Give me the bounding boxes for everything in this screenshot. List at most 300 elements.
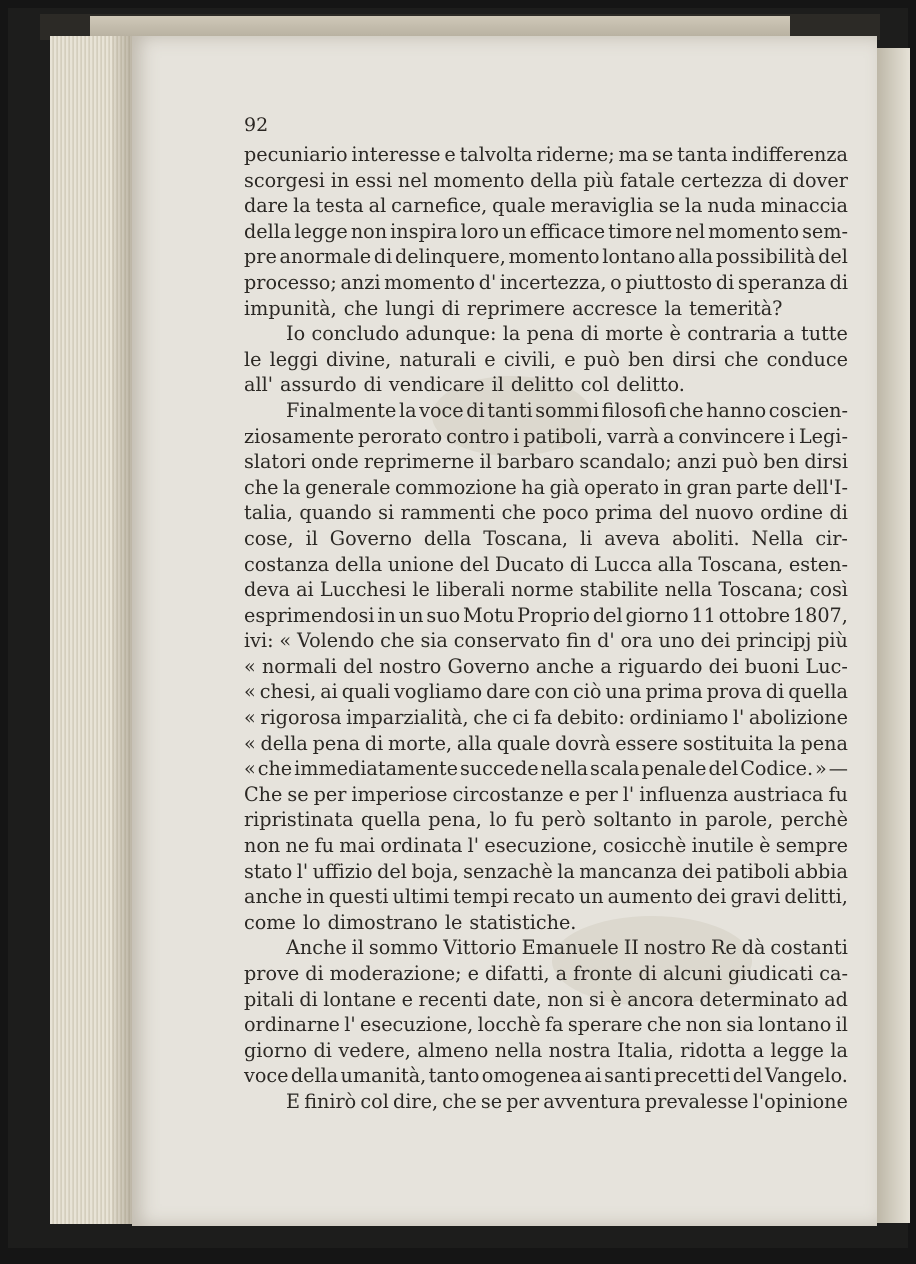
text-word: e [401, 987, 413, 1011]
text-word: pena [800, 731, 848, 755]
text-word: mai [339, 834, 376, 858]
text-word: finirò [304, 1089, 357, 1113]
text-word: Governo [447, 654, 530, 678]
text-word: però [541, 808, 586, 832]
text-word: la [664, 296, 683, 320]
text-line [244, 193, 848, 219]
text-word: esecuzione, [484, 834, 598, 858]
text-word: fa [544, 1013, 564, 1037]
text-word: aboliti. [672, 526, 740, 550]
text-line [244, 731, 848, 757]
text-word: ha [521, 475, 546, 499]
text-word: ordinarne [244, 1013, 340, 1037]
text-word: senzachè [463, 859, 553, 883]
text-word: le [444, 910, 463, 934]
text-word: quella [361, 808, 421, 832]
text-word: in [306, 885, 325, 909]
text-word: imparzialità, [346, 706, 469, 730]
text-word: sia [420, 629, 448, 653]
text-word: l' [622, 782, 635, 806]
text-word: in [663, 475, 683, 499]
text-word: esecuzione, [360, 1013, 474, 1037]
text-word: dirsi [804, 450, 848, 474]
text-line [244, 372, 848, 398]
text-word: i [513, 424, 520, 448]
text-word: fin [566, 629, 592, 653]
text-word: nostro [379, 654, 442, 678]
text-word: ivi: [244, 629, 274, 653]
text-line [244, 807, 848, 833]
text-word: cosicchè [602, 834, 687, 858]
text-word: prevalesse [644, 1089, 749, 1113]
text-word: la [502, 322, 521, 346]
text-word: i [788, 424, 795, 448]
text-word: legge [294, 219, 348, 243]
text-word: dei [696, 885, 727, 909]
text-word: pecuniario [244, 143, 348, 166]
text-word: vendicare [388, 373, 485, 397]
text-word: lo [302, 910, 321, 934]
top-paper-strip [90, 16, 790, 36]
text-word: pena [312, 731, 361, 755]
text-word: di [765, 680, 785, 704]
text-word: a [662, 424, 675, 448]
text-word: che [343, 296, 379, 320]
text-word: tanto [428, 1064, 480, 1088]
text-word: sem- [802, 219, 848, 243]
text-word: che [473, 706, 508, 730]
text-word: esten- [788, 552, 848, 576]
text-word: speranza [737, 270, 826, 294]
text-word: interesse [351, 143, 441, 166]
text-word: questi [328, 885, 389, 909]
text-word: fu [514, 808, 534, 832]
text-word: non [350, 219, 388, 243]
text-word: una [605, 680, 642, 704]
text-word: all' [244, 373, 273, 397]
text-word: temerità? [689, 296, 783, 320]
text-word: voce [244, 1064, 289, 1088]
text-word: morte, [388, 731, 453, 755]
text-word: meraviglia [550, 194, 654, 218]
text-word: hanno [706, 398, 767, 422]
text-word: patiboli, [523, 424, 604, 448]
text-word: naturali [399, 347, 477, 371]
text-word: si [378, 501, 395, 525]
text-word: della [334, 552, 383, 576]
text-word: circostanze [452, 782, 564, 806]
text-word: Lucchesi [319, 578, 407, 602]
text-word: slatori [244, 450, 306, 474]
text-word: « [244, 757, 256, 781]
text-word: nel [675, 219, 706, 243]
text-word: e [564, 347, 576, 371]
text-word: varrà [606, 424, 660, 448]
text-word: unione [387, 552, 454, 576]
text-word: in [679, 808, 698, 832]
text-line [244, 961, 848, 987]
text-word: delitto [510, 373, 574, 397]
text-word: loro [460, 219, 499, 243]
text-line [244, 782, 848, 808]
text-word: momento [433, 168, 525, 192]
text-word: quali [341, 680, 391, 704]
text-word: di [466, 398, 485, 422]
text-word: omogenea [481, 1064, 582, 1088]
text-word: col [580, 373, 610, 397]
text-word: « [279, 629, 292, 653]
text-word: Ducato [495, 552, 565, 576]
text-line [244, 219, 848, 245]
text-word: Governo [329, 526, 412, 550]
text-word: fu [828, 782, 848, 806]
text-word: l'opinione [752, 1089, 848, 1113]
text-word: il [835, 1013, 848, 1037]
text-word: anormale [279, 245, 372, 269]
text-line [244, 552, 848, 578]
text-word: dovrà [555, 731, 611, 755]
text-word: cir- [815, 526, 848, 550]
text-word: pena [526, 322, 575, 346]
text-word: nel [397, 168, 428, 192]
text-word: cose, [244, 526, 294, 550]
text-word: ad [824, 987, 848, 1011]
text-line [244, 424, 848, 450]
text-word: momento [384, 270, 476, 294]
text-word: nella [494, 1038, 543, 1062]
text-line [244, 910, 848, 936]
text-word: accresce [572, 296, 658, 320]
text-word: nuovo [695, 501, 754, 525]
text-word: ordiniamo [629, 706, 729, 730]
text-word: ai [584, 1064, 602, 1088]
text-word: delitto. [616, 373, 685, 397]
text-word: ca- [819, 962, 848, 985]
text-word: possibilità [715, 245, 816, 269]
text-word: ziosamente [244, 424, 355, 448]
text-word: principj [736, 629, 812, 653]
text-word: un [578, 885, 604, 909]
text-word: sommi [535, 398, 600, 422]
text-word: del [708, 757, 739, 781]
text-word: nella [664, 578, 713, 602]
text-word: alcuni [662, 962, 723, 985]
text-word: nuda [707, 194, 756, 218]
text-word: morte [605, 322, 664, 346]
text-line [244, 1063, 848, 1089]
text-word: ben [763, 450, 800, 474]
text-word: di [441, 296, 460, 320]
text-word: di [299, 987, 318, 1011]
text-line [244, 347, 848, 373]
text-word: Vittorio [443, 936, 517, 960]
text-word: contro [446, 424, 510, 448]
text-word: ripristinata [244, 808, 354, 832]
text-word: della [290, 1064, 339, 1088]
text-word: di [638, 962, 657, 985]
text-line [244, 679, 848, 705]
text-word: dover [792, 168, 848, 192]
text-word: di [373, 245, 393, 269]
text-word: già [549, 475, 580, 499]
text-word: dell'I- [792, 475, 848, 499]
text-line [244, 859, 848, 885]
text-word: prova [706, 680, 762, 704]
text-word: è [669, 322, 681, 346]
text-word: fu [314, 834, 334, 858]
text-word: gravi [730, 885, 781, 909]
text-word: giudicati [728, 962, 814, 985]
text-word: tanti [487, 398, 533, 422]
text-word: ai [296, 578, 314, 602]
text-word: può [721, 450, 759, 474]
text-word: ancora [627, 987, 694, 1011]
text-word: del [592, 603, 623, 627]
text-word: il [479, 450, 492, 474]
text-word: l' [467, 834, 480, 858]
text-word: precetti [653, 1064, 731, 1088]
text-word: filosofi [601, 398, 667, 422]
text-word: almeno [417, 1038, 489, 1062]
text-word: Volendo [296, 629, 375, 653]
text-word: parte [736, 475, 789, 499]
text-word: un [501, 219, 527, 243]
text-word: giorno [244, 1038, 308, 1062]
text-word: col [360, 1089, 389, 1113]
text-word: anche [535, 654, 595, 678]
text-word: ridotta [680, 1038, 747, 1062]
text-word: pre [244, 245, 277, 269]
text-word: a [600, 654, 612, 678]
text-word: a [555, 962, 568, 985]
text-word: testa [315, 194, 364, 218]
text-word: o [610, 270, 622, 294]
text-line [244, 1089, 848, 1115]
text-word: Emanuele [521, 936, 619, 960]
text-word: essere [615, 731, 679, 755]
text-word: della [423, 526, 472, 550]
text-word: imperiose [351, 782, 448, 806]
text-word: della [244, 219, 292, 243]
text-word: ai [320, 680, 338, 704]
text-word: patiboli [716, 859, 790, 883]
text-word: scandalo; [579, 450, 672, 474]
text-word: alla [657, 552, 693, 576]
text-word: « [244, 731, 256, 755]
text-word: Legi- [798, 424, 848, 448]
text-line [244, 833, 848, 859]
text-line [244, 987, 848, 1013]
text-word: gran [686, 475, 732, 499]
text-word: Finalmente [286, 398, 397, 422]
text-word: umanità, [340, 1064, 427, 1088]
text-word: e [444, 143, 456, 166]
text-word: di [569, 552, 589, 576]
text-word: lo [489, 808, 508, 832]
text-word: ultimi [392, 885, 450, 909]
text-word: timore [608, 219, 673, 243]
text-word: Codice. [740, 757, 814, 781]
text-word: al [368, 194, 387, 218]
text-word: recenti [418, 987, 488, 1011]
text-line [244, 577, 848, 603]
text-word: sostituita [682, 731, 774, 755]
text-line [244, 526, 848, 552]
text-word: « [244, 680, 256, 704]
text-word: debito: [557, 706, 625, 730]
text-line [244, 244, 848, 270]
text-word: incertezza, [499, 270, 607, 294]
text-word: Toscana, [483, 526, 569, 550]
text-word: date, [492, 987, 542, 1011]
text-word: immediatamente [294, 757, 458, 781]
text-word: con [534, 680, 569, 704]
text-word: non [547, 987, 584, 1011]
text-word: ne [285, 834, 310, 858]
text-word: dà [741, 936, 766, 960]
text-word: ordinata [380, 834, 463, 858]
text-word: quella [788, 680, 848, 704]
text-word: E [286, 1089, 301, 1113]
text-word: che [723, 347, 759, 371]
text-word: ottobre [718, 603, 791, 627]
text-word: per [313, 782, 347, 806]
text-word: momento [508, 245, 600, 269]
text-word: si [588, 987, 605, 1011]
text-word: succede [459, 757, 539, 781]
text-word: momento [708, 219, 800, 243]
text-word: e [467, 962, 480, 985]
text-word: Io [286, 322, 306, 346]
text-word: del [732, 1064, 763, 1088]
text-line [244, 321, 848, 347]
text-word: « [244, 654, 256, 678]
text-word: dare [244, 194, 289, 218]
text-word: legge [770, 1038, 824, 1062]
text-word: reprimere [466, 296, 566, 320]
text-word: quale [496, 731, 551, 755]
text-word: riderne; [536, 143, 615, 166]
text-word: tutte [801, 322, 848, 346]
text-word: dei [700, 629, 731, 653]
text-word: in [377, 603, 396, 627]
text-word: ora [620, 629, 653, 653]
text-word: fronte [573, 962, 633, 985]
next-page-edge [876, 48, 910, 1223]
text-word: Motu [463, 603, 515, 627]
text-word: la [282, 475, 301, 499]
text-word: che [380, 629, 415, 653]
text-word: — [828, 757, 848, 781]
text-word: abolizione [748, 706, 848, 730]
text-word: l' [296, 859, 309, 883]
text-word: tempi [453, 885, 509, 909]
text-word: come [244, 910, 296, 934]
text-word: quale [492, 194, 546, 218]
text-word: sempre [775, 834, 848, 858]
text-word: santi [604, 1064, 652, 1088]
text-word: leggi [269, 347, 318, 371]
text-word: parole, [705, 808, 774, 832]
text-word: assurdo [280, 373, 357, 397]
text-line [244, 756, 848, 782]
text-word: lontano [602, 245, 676, 269]
text-word: adunque: [405, 322, 497, 346]
text-word: la [557, 859, 575, 883]
text-word: dimostrano [327, 910, 438, 934]
text-word: che [244, 475, 279, 499]
text-word: » [815, 757, 827, 781]
text-word: impunità, [244, 296, 337, 320]
text-word: del [658, 501, 689, 525]
text-word: ben [628, 347, 665, 371]
text-word: boja, [411, 859, 459, 883]
text-word: Luc- [805, 654, 848, 678]
text-word: fatale [619, 168, 675, 192]
text-word: d' [597, 629, 615, 653]
text-word: è [759, 834, 771, 858]
text-word: onde [311, 450, 359, 474]
text-word: della [260, 731, 308, 755]
text-word: difatti, [485, 962, 550, 985]
text-word: ciò [572, 680, 602, 704]
text-line [244, 935, 848, 961]
text-line [244, 296, 848, 322]
text-word: costanti [770, 936, 848, 960]
text-word: la [293, 194, 311, 218]
text-word: il [491, 373, 504, 397]
page-number: 92 [244, 114, 269, 136]
text-word: reprimerne [363, 450, 475, 474]
text-word: indifferenza [731, 143, 848, 166]
text-word: concludo [311, 322, 400, 346]
text-word: operato [583, 475, 660, 499]
text-word: se [658, 194, 680, 218]
text-word: piuttosto [625, 270, 713, 294]
page-body-text [244, 142, 848, 1115]
text-word: più [817, 629, 848, 653]
text-word: del [343, 654, 373, 678]
text-word: barbaro [496, 450, 575, 474]
text-word: pitali [244, 987, 294, 1011]
text-word: dire, [393, 1089, 439, 1113]
text-word: uno [658, 629, 695, 653]
text-word: delinquere, [395, 245, 506, 269]
text-word: Nella [751, 526, 804, 550]
text-word: di [313, 1038, 332, 1062]
text-word: avventura [543, 1089, 641, 1113]
text-word: e [484, 347, 496, 371]
text-word: poco [542, 501, 589, 525]
text-word: del [818, 245, 848, 269]
text-word: a [752, 1038, 765, 1062]
text-word: se [287, 782, 309, 806]
text-word: « [244, 706, 256, 730]
text-word: che [442, 1089, 477, 1113]
text-word: alla [678, 245, 714, 269]
text-word: di [768, 168, 787, 192]
text-word: recato [512, 885, 575, 909]
text-word: mancanza [579, 859, 678, 883]
text-word: anche [244, 885, 303, 909]
text-word: delitti, [784, 885, 848, 909]
text-word: ordine [760, 501, 824, 525]
text-word: contraria [687, 322, 777, 346]
text-word: dare [486, 680, 531, 704]
text-word: convincere [678, 424, 785, 448]
text-word: dirsi [672, 347, 716, 371]
text-word: certezza [680, 168, 763, 192]
